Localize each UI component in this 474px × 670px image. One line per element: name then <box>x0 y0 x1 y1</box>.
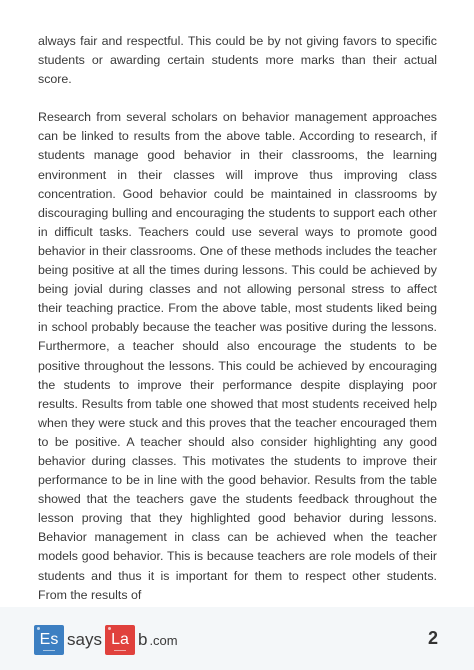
logo-word-b: b <box>137 630 148 649</box>
logo-tile-es: Es <box>34 625 64 655</box>
page-number: 2 <box>427 628 438 648</box>
paragraph-1: always fair and respectful. This could be by not giving favors to specific students or awarding certain students more marks than their actual score. <box>38 34 437 87</box>
logo-tile-la: La <box>105 625 135 655</box>
page-footer <box>0 607 474 670</box>
essayslab-logo <box>34 623 181 657</box>
logo-suffix: .com <box>149 632 178 648</box>
logo-word-says: says <box>67 630 102 649</box>
body-text <box>38 32 437 605</box>
paragraph-2: Research from several scholars on behavior management approaches can be linked to results from the above table. According to research, if students manage good behavior in their classrooms, the learning environment in their classes will improve thus improving class concentration. Good behavior could be maintained in classrooms by discouraging bulling and encouraging the students to support each other in difficult tasks. Teachers could use several ways to promote good behavior in their classrooms. One of these methods includes the teacher being positive at all the times during lessons. This could be achieved by being jovial during classes and not allowing personal stress to affect their teaching practice. From the above table, most students liked being in school probably because the teacher was positive during the lessons. Furthermore, a teacher should also encourage the students to be positive throughout the lessons. This could be achieved by encouraging the students to improve their performance despite displaying poor results. Results from table one showed that most students received help when they were stuck and this proves that the teacher encouraged them to be positive. A teacher should also consider highlighting any good behavior during classes. This motivates the students to improve their performance to be in line with the good behavior. Results from the table showed that the teachers gave the students feedback throughout the lesson proving that they highlighted good behavior during lessons. Behavior management in class can be achieved when the teacher models good behavior. This is because teachers are role models of their students and thus it is important for them to respect other students. From the results of <box>38 110 437 602</box>
